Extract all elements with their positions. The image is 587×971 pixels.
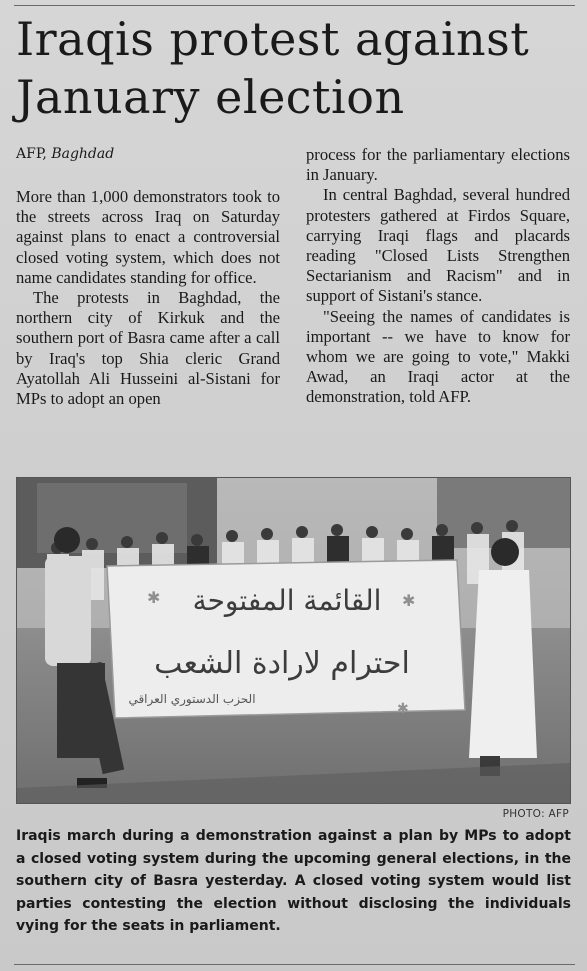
paragraph: More than 1,000 demonstrators took to the streets across Iraq on Saturday against plans to enact a controversial closed voting system, which does not name candidates standing for office. — [16, 187, 280, 287]
article-column-left — [16, 187, 280, 409]
protest-photo-illustration — [17, 478, 570, 803]
svg-text:✱: ✱ — [147, 588, 161, 607]
svg-text:✱: ✱ — [397, 701, 409, 717]
news-photo — [16, 477, 571, 804]
photo-caption: Iraqis march during a demonstration against a plan by MPs to adopt a closed voting system during the upcoming general elections, in the southern city of Basra yesterday. A closed voting system would list parties contesting the election without disclosing the individuals vying for the seats in parliament. — [16, 828, 571, 934]
article-column-right — [306, 145, 570, 408]
headline: Iraqis protest against January election — [16, 12, 530, 124]
bottom-rule — [14, 964, 575, 965]
paragraph: "Seeing the names of candidates is important -- we have to know for whom we are going to vote," Makki Awad, an Iraqi actor at the demonstration, told AFP. — [306, 306, 570, 407]
banner-text-line-1: القائمة المفتوحة — [192, 584, 382, 617]
paragraph: process for the parliamentary elections in January. — [306, 145, 570, 185]
byline-place: Baghdad — [51, 146, 115, 162]
paragraph: The protests in Baghdad, the northern city of Kirkuk and the southern port of Basra came after a call by Iraq's top Shia cleric Grand Ayatollah Ali Husseini al-Sistani for MPs to adopt an open — [16, 288, 280, 409]
byline-agency: AFP, — [16, 146, 47, 162]
banner-signature: الحزب الدستوري العراقي — [128, 692, 256, 706]
paragraph: In central Baghdad, several hundred protesters gathered at Firdos Square, carrying Iraqi flags and placards reading "Closed Lists Strengthen Sectarianism and Racism" and in support of Sistani's stance. — [306, 185, 570, 306]
photo-credit: PHOTO: AFP — [502, 808, 569, 820]
svg-text:✱: ✱ — [402, 591, 416, 610]
top-rule — [14, 5, 575, 6]
banner-text-line-2: احترام لارادة الشعب — [154, 646, 410, 681]
byline — [16, 146, 114, 162]
